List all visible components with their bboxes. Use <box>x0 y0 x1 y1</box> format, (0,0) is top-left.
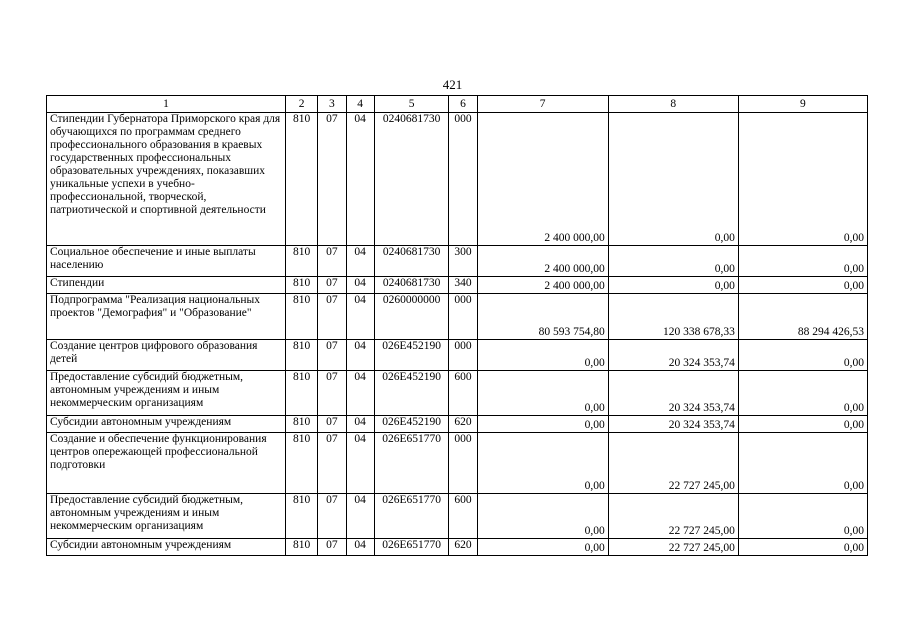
column-header: 4 <box>346 96 374 113</box>
amount-col8: 20 324 353,74 <box>608 340 738 371</box>
code-section: 07 <box>318 433 346 494</box>
page-number: 421 <box>442 77 463 92</box>
code-target: 0240681730 <box>374 113 449 246</box>
budget-table <box>46 95 868 556</box>
code-admin: 810 <box>286 246 318 277</box>
code-section: 07 <box>318 371 346 416</box>
code-expense: 000 <box>449 340 477 371</box>
code-subsection: 04 <box>346 371 374 416</box>
table-row <box>47 494 868 539</box>
code-subsection: 04 <box>346 416 374 433</box>
code-target: 026E651770 <box>374 494 449 539</box>
code-section: 07 <box>318 494 346 539</box>
code-subsection: 04 <box>346 340 374 371</box>
table-row <box>47 539 868 556</box>
amount-col9: 0,00 <box>738 340 867 371</box>
code-target: 026E452190 <box>374 416 449 433</box>
amount-col8: 22 727 245,00 <box>608 494 738 539</box>
code-admin: 810 <box>286 539 318 556</box>
code-admin: 810 <box>286 416 318 433</box>
code-section: 07 <box>318 539 346 556</box>
code-admin: 810 <box>286 340 318 371</box>
code-subsection: 04 <box>346 294 374 340</box>
code-target: 026E452190 <box>374 371 449 416</box>
amount-col7: 2 400 000,00 <box>477 277 608 294</box>
code-target: 0260000000 <box>374 294 449 340</box>
amount-col8: 20 324 353,74 <box>608 371 738 416</box>
code-subsection: 04 <box>346 494 374 539</box>
amount-col9: 88 294 426,53 <box>738 294 867 340</box>
code-section: 07 <box>318 294 346 340</box>
code-admin: 810 <box>286 433 318 494</box>
code-expense: 600 <box>449 494 477 539</box>
amount-col9: 0,00 <box>738 416 867 433</box>
amount-col7: 0,00 <box>477 539 608 556</box>
amount-col8: 20 324 353,74 <box>608 416 738 433</box>
code-admin: 810 <box>286 371 318 416</box>
amount-col9: 0,00 <box>738 494 867 539</box>
row-name: Стипендии Губернатора Приморского края для обучающихся по программам среднего профессионального образования в краевых государственных профессиональных образовательных учреждениях, показавших уникальные успехи в учебно-профессиональной, творческой, патриотической и спортивной деятельности <box>47 113 286 246</box>
column-header: 5 <box>374 96 449 113</box>
code-target: 0240681730 <box>374 277 449 294</box>
table-row <box>47 113 868 246</box>
amount-col7: 0,00 <box>477 433 608 494</box>
column-header: 7 <box>477 96 608 113</box>
code-section: 07 <box>318 340 346 371</box>
row-name: Создание и обеспечение функционирования центров опережающей профессиональной подготовки <box>47 433 286 494</box>
table-row <box>47 246 868 277</box>
code-expense: 340 <box>449 277 477 294</box>
code-expense: 600 <box>449 371 477 416</box>
amount-col7: 80 593 754,80 <box>477 294 608 340</box>
code-section: 07 <box>318 277 346 294</box>
column-header: 9 <box>738 96 867 113</box>
code-subsection: 04 <box>346 277 374 294</box>
amount-col8: 0,00 <box>608 277 738 294</box>
code-expense: 620 <box>449 416 477 433</box>
row-name: Субсидии автономным учреждениям <box>47 416 286 433</box>
amount-col8: 22 727 245,00 <box>608 539 738 556</box>
code-target: 026E651770 <box>374 433 449 494</box>
amount-col8: 120 338 678,33 <box>608 294 738 340</box>
amount-col9: 0,00 <box>738 371 867 416</box>
amount-col7: 0,00 <box>477 494 608 539</box>
column-header: 3 <box>318 96 346 113</box>
code-target: 0240681730 <box>374 246 449 277</box>
amount-col7: 0,00 <box>477 416 608 433</box>
row-name: Предоставление субсидий бюджетным, автономным учреждениям и иным некоммерческим организациям <box>47 371 286 416</box>
table-row <box>47 277 868 294</box>
row-name: Предоставление субсидий бюджетным, автономным учреждениям и иным некоммерческим организациям <box>47 494 286 539</box>
amount-col8: 0,00 <box>608 246 738 277</box>
amount-col9: 0,00 <box>738 539 867 556</box>
code-subsection: 04 <box>346 113 374 246</box>
table-row <box>47 294 868 340</box>
amount-col7: 2 400 000,00 <box>477 113 608 246</box>
code-subsection: 04 <box>346 539 374 556</box>
code-admin: 810 <box>286 494 318 539</box>
row-name: Социальное обеспечение и иные выплаты населению <box>47 246 286 277</box>
code-expense: 620 <box>449 539 477 556</box>
code-section: 07 <box>318 113 346 246</box>
code-section: 07 <box>318 416 346 433</box>
amount-col7: 0,00 <box>477 340 608 371</box>
code-expense: 000 <box>449 113 477 246</box>
code-target: 026E651770 <box>374 539 449 556</box>
column-header: 6 <box>449 96 477 113</box>
code-subsection: 04 <box>346 433 374 494</box>
amount-col8: 22 727 245,00 <box>608 433 738 494</box>
code-admin: 810 <box>286 113 318 246</box>
code-target: 026E452190 <box>374 340 449 371</box>
row-name: Стипендии <box>47 277 286 294</box>
amount-col9: 0,00 <box>738 277 867 294</box>
code-admin: 810 <box>286 294 318 340</box>
row-name: Субсидии автономным учреждениям <box>47 539 286 556</box>
column-header: 8 <box>608 96 738 113</box>
row-name: Создание центров цифрового образования детей <box>47 340 286 371</box>
code-expense: 000 <box>449 433 477 494</box>
column-header: 1 <box>47 96 286 113</box>
amount-col9: 0,00 <box>738 246 867 277</box>
amount-col7: 0,00 <box>477 371 608 416</box>
code-subsection: 04 <box>346 246 374 277</box>
amount-col7: 2 400 000,00 <box>477 246 608 277</box>
header-row <box>47 96 868 113</box>
amount-col9: 0,00 <box>738 433 867 494</box>
table-row <box>47 416 868 433</box>
table-row <box>47 371 868 416</box>
amount-col9: 0,00 <box>738 113 867 246</box>
column-header: 2 <box>286 96 318 113</box>
amount-col8: 0,00 <box>608 113 738 246</box>
code-admin: 810 <box>286 277 318 294</box>
table-row <box>47 433 868 494</box>
code-section: 07 <box>318 246 346 277</box>
code-expense: 000 <box>449 294 477 340</box>
code-expense: 300 <box>449 246 477 277</box>
table-row <box>47 340 868 371</box>
row-name: Подпрограмма "Реализация национальных проектов "Демография" и "Образование" <box>47 294 286 340</box>
